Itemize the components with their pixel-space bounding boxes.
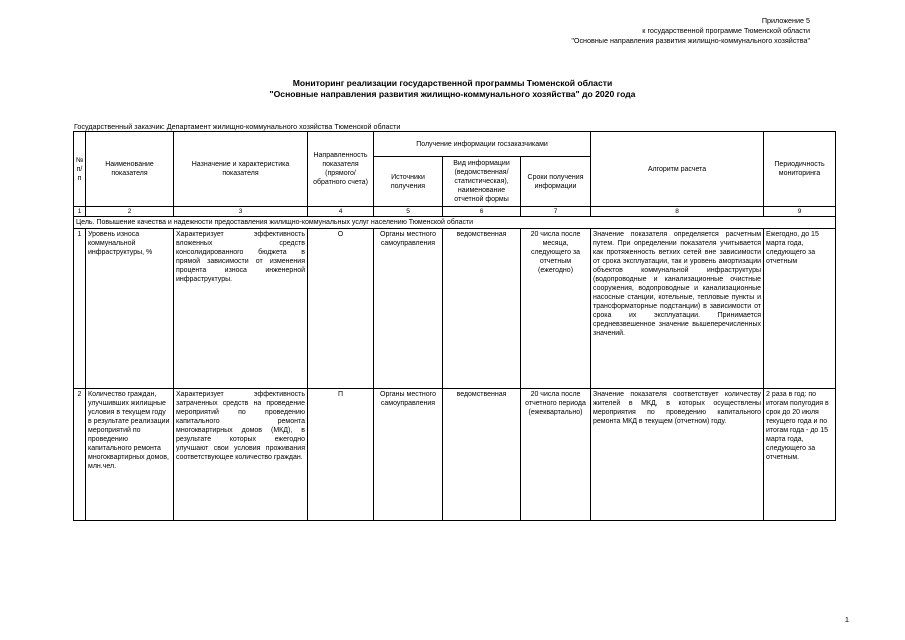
column-number: 6 <box>443 207 521 217</box>
row-num: 1 <box>74 229 86 389</box>
appendix-line-3: "Основные направления развития жилищно-коммунального хозяйства" <box>571 36 810 45</box>
indicator-purpose: Характеризует эффективность затраченных средств на проведение мероприятий по проведению капитального ремонта многоквартирных домов (МКД), в результате которых ежегодно улучшают свои условия проживания соответствующее количество граждан. <box>174 389 308 521</box>
header-periodicity: Периодичность мониторинга <box>764 132 836 207</box>
info-type: ведомственная <box>443 229 521 389</box>
column-number: 1 <box>74 207 86 217</box>
column-number: 3 <box>174 207 308 217</box>
column-number: 9 <box>764 207 836 217</box>
column-number: 8 <box>591 207 764 217</box>
column-number: 4 <box>308 207 374 217</box>
info-type: ведомственная <box>443 389 521 521</box>
appendix-line-2: к государственной программе Тюменской области <box>642 26 810 35</box>
column-number-row <box>74 207 836 217</box>
header-deadlines: Сроки получения информации <box>521 157 591 207</box>
goal-row <box>74 217 836 229</box>
indicator-direction: О <box>308 229 374 389</box>
column-number: 7 <box>521 207 591 217</box>
table-row <box>74 229 836 389</box>
indicator-direction: П <box>308 389 374 521</box>
indicator-name: Уровень износа коммунальной инфраструктуры, % <box>86 229 174 389</box>
indicator-purpose: Характеризует эффективность вложенных средств консолидированного бюджета в прямой зависимости от изменения процента износа инженерной инфраструктуры. <box>174 229 308 389</box>
monitoring-table <box>73 131 836 521</box>
header-purpose: Назначение и характеристика показателя <box>174 132 308 207</box>
info-deadlines: 20 числа после месяца, следующего за отчетным (ежегодно) <box>521 229 591 389</box>
monitoring-periodicity: 2 раза в год: по итогам полугодия в срок до 20 июля текущего года и по итогам года - до 15 марта года, следующего за отчетным. <box>764 389 836 521</box>
calculation-algorithm: Значение показателя определяется расчетным путем. При определении показателя учитывается как протяженность ветхих сетей вне зависимости от срока эксплуатации, так и уровень амортизации объектов коммунальной инфраструктуры (водопроводные и канализационные очистные сооружения, водопроводные и канализационные насосные станции, котельные, тепловые пункты и трансформаторные подстанции) в зависимости от срока их эксплуатации. Принимается средневзвешенное значение вышеперечисленных значений. <box>591 229 764 389</box>
monitoring-periodicity: Ежегодно, до 15 марта года, следующего за отчетным <box>764 229 836 389</box>
document-title <box>0 78 905 100</box>
header-info-type: Вид информации (ведомственная/ статистическая), наименование отчетной формы <box>443 157 521 207</box>
appendix-line-1: Приложение 5 <box>761 16 810 25</box>
table-row <box>74 389 836 521</box>
header-info-group: Получение информации госзаказчиками <box>374 132 591 157</box>
header-num: № п/п <box>74 132 86 207</box>
header-name: Наименование показателя <box>86 132 174 207</box>
header-direction: Направленность показателя (прямого/ обратного счета) <box>308 132 374 207</box>
info-sources: Органы местного самоуправления <box>374 389 443 521</box>
header-algorithm: Алгоритм расчета <box>591 132 764 207</box>
indicator-name: Количество граждан, улучшивших жилищные условия в текущем году в результате реализации мероприятий по проведению капитального ремонта многоквартирных домов, млн.чел. <box>86 389 174 521</box>
column-number: 2 <box>86 207 174 217</box>
header-sources: Источники получения <box>374 157 443 207</box>
page-number: 1 <box>844 615 849 624</box>
state-customer: Государственный заказчик: Департамент жилищно-коммунального хозяйства Тюменской области <box>74 122 401 131</box>
info-sources: Органы местного самоуправления <box>374 229 443 389</box>
row-num: 2 <box>74 389 86 521</box>
title-line-1: Мониторинг реализации государственной программы Тюменской области <box>292 78 613 88</box>
title-line-2: "Основные направления развития жилищно-коммунального хозяйства" до 2020 года <box>269 89 636 99</box>
goal-text: Цель. Повышение качества и надежности предоставления жилищно-коммунальных услуг населению Тюменской области <box>74 217 836 229</box>
info-deadlines: 20 числа после отчетного периода (ежеквартально) <box>521 389 591 521</box>
appendix-block <box>571 16 810 46</box>
calculation-algorithm: Значение показателя соответствует количеству жителей в МКД, в которых осуществлены мероприятия по проведению капитального ремонта МКД в текущем (отчетном) году. <box>591 389 764 521</box>
column-number: 5 <box>374 207 443 217</box>
